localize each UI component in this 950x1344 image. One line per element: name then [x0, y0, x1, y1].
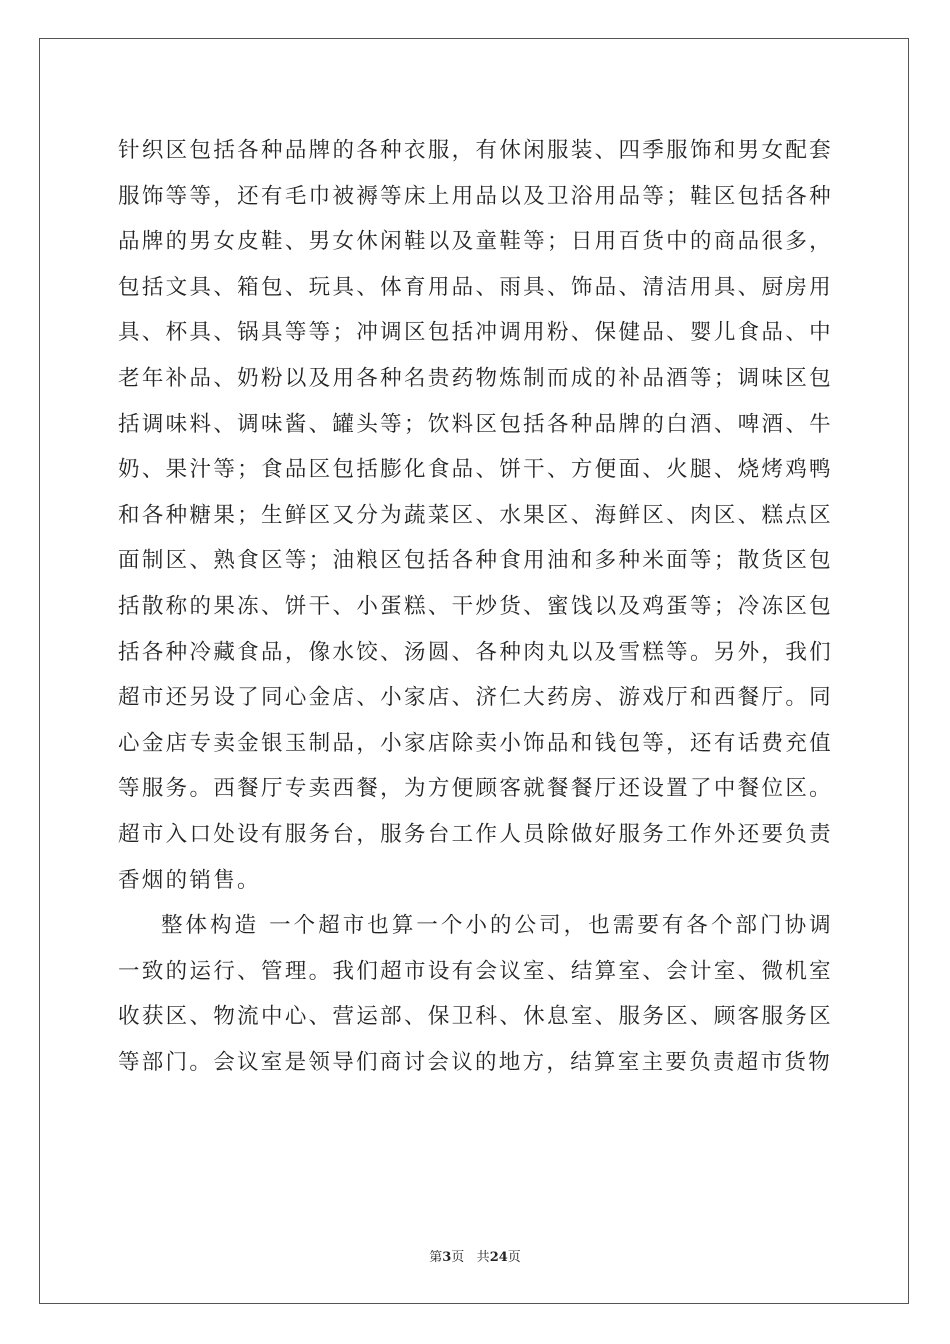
footer-page-unit: 页 [451, 1250, 465, 1265]
footer-page-total: 24 [489, 1250, 508, 1265]
footer-page-current: 3 [442, 1250, 452, 1265]
footer-total-unit: 页 [507, 1250, 521, 1265]
footer-page-prefix: 第 [429, 1250, 443, 1265]
footer-total-prefix: 共 [476, 1250, 490, 1265]
paragraph-1: 针织区包括各种品牌的各种衣服，有休闲服装、四季服饰和男女配套服饰等等，还有毛巾被褥等床上用品以及卫浴用品等；鞋区包括各种品牌的男女皮鞋、男女休闲鞋以及童鞋等；日用百货中的商品很多，包括文具、箱包、玩具、体育用品、雨具、饰品、清洁用具、厨房用具、杯具、锅具等等；冲调区包括冲调用粉、保健品、婴儿食品、中老年补品、奶粉以及用各种名贵药物炼制而成的补品酒等；调味区包括调味料、调味酱、罐头等；饮料区包括各种品牌的白酒、啤酒、牛奶、果汁等；食品区包括膨化食品、饼干、方便面、火腿、烧烤鸡鸭和各种糖果；生鲜区又分为蔬菜区、水果区、海鲜区、肉区、糕点区面制区、熟食区等；油粮区包括各种食用油和多种米面等；散货区包括散称的果冻、饼干、小蛋糕、干炒货、蜜饯以及鸡蛋等；冷冻区包括各种冷藏食品，像水饺、汤圆、各种肉丸以及雪糕等。另外，我们超市还另设了同心金店、小家店、济仁大药房、游戏厅和西餐厅。同心金店专卖金银玉制品，小家店除卖小饰品和钱包等，还有话费充值等服务。西餐厅专卖西餐，为方便顾客就餐餐厅还设置了中餐位区。超市入口处设有服务台，服务台工作人员除做好服务工作外还要负责香烟的销售。 [118, 138, 833, 893]
page-footer [0, 1246, 950, 1265]
paragraph-2: 整体构造 一个超市也算一个小的公司，也需要有各个部门协调一致的运行、管理。我们超市设有会议室、结算室、会计室、微机室收获区、物流中心、营运部、保卫科、休息室、服务区、顾客服务区等部门。会议室是领导们商讨会议的地方，结算室主要负责超市货物 [118, 913, 833, 1075]
document-body [118, 128, 833, 1085]
